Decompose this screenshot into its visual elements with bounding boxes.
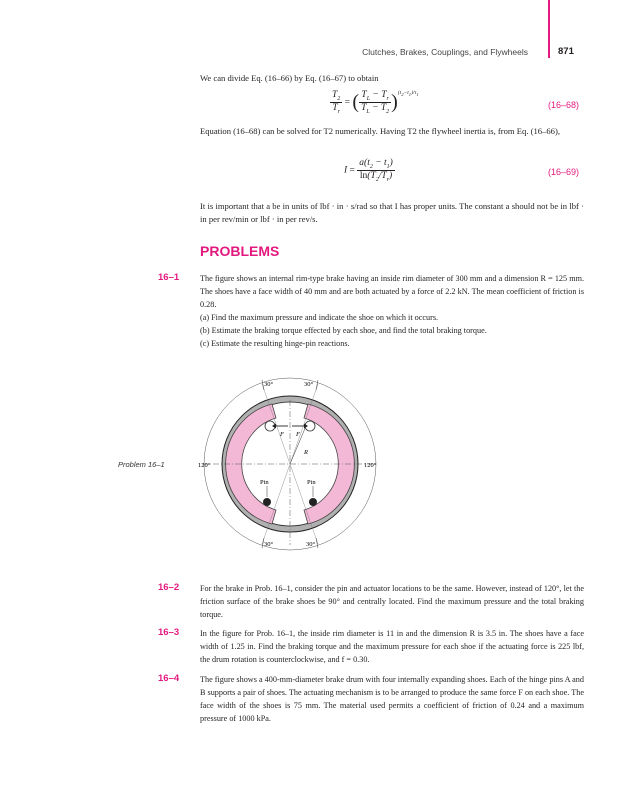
units-text: It is important that a be in units of lbf · in · s/rad so that I has proper units. The constant a should not be in lbf · in per rev/min or lbf · in per rev/s. [200,201,584,224]
problem-text: For the brake in Prob. 16–1, consider the pin and actuator locations to be the same. However, instead of 120°, let the friction surface of the brake shoes be 90° and centrally located. Find the maximum pressure and the total braking torque. [200,584,584,619]
equation-16-68: $\frac{T_2}{T_r}$ = ( $\frac{T_L - T_r}{T_L - T_2}$ )$^{(t_2-t_1)/\tau_1}$ [332,90,419,115]
solve-text: Equation (16–68) can be solved for T2 numerically. Having T2 the flywheel inertia is, from Eq. (16–66), [200,126,560,136]
angle-label-top-left: 30° [264,381,274,388]
angle-label-bottom-right: 30° [306,541,316,548]
angle-label-top-right: 30° [304,381,314,388]
header-accent-bar [548,0,550,58]
angle-label-left: 120° [198,462,211,469]
problem-part-b: (b) Estimate the braking torque effected by each shoe, and find the total braking torque. [200,326,487,335]
force-label-right: F [296,431,300,438]
angle-label-right: 120° [364,462,377,469]
problem-part-a: (a) Find the maximum pressure and indicate the shoe on which it occurs. [200,313,439,322]
right-pin [309,498,317,506]
problems-heading: PROBLEMS [200,243,280,259]
problem-number: 16–3 [158,627,180,638]
angle-label-bottom-left: 30° [264,541,274,548]
page-number: 871 [558,46,574,57]
equation-label-16-68: (16–68) [548,100,580,110]
equation-label-16-69: (16–69) [548,167,580,177]
equation-16-69: I = $\frac{a(t_2 - t_1)}{\ln(T_2/T_r)}$ [344,158,393,183]
figure-caption: Problem 16–1 [118,460,165,469]
pin-label-left: Pin [260,479,269,486]
problem-text: The figure shows a 400-mm-diameter brake drum with four internally expanding shoes. Each of the hinge pins A and B supports a pair of shoes. The actuating mechanism is to be arranged to produce the same force F on each shoe. The face width of the shoes is 75 mm. The material used permits a coefficient of friction of 0.24 and a maximum pressure of 1000 kPa. [200,675,584,723]
brake-figure [190,370,390,560]
running-title: Clutches, Brakes, Couplings, and Flywheels [362,47,528,57]
left-pin [263,498,271,506]
problem-text: In the figure for Prob. 16–1, the inside rim diameter is 11 in and the dimension R is 3.5 in. The shoes have a face width of 1.25 in. Find the braking torque and the maximum pressure for each shoe if the actuating force is 225 lbf, the drum rotation is counterclockwise, and f = 0.30. [200,629,584,664]
problem-number: 16–2 [158,582,180,593]
pin-label-right: Pin [307,479,316,486]
divide-text: We can divide Eq. (16–66) by Eq. (16–67) to obtain [200,73,379,83]
force-label-left: F [280,431,284,438]
problem-text: The figure shows an internal rim-type brake having an inside rim diameter of 300 mm and a dimension R = 125 mm. The shoes have a face width of 40 mm and are both actuated by a force of 2.2 kN. The mean coefficient of friction is 0.28. [200,274,584,309]
problem-number: 16–4 [158,673,180,684]
radius-label: R [304,449,308,456]
problem-number: 16–1 [158,272,180,283]
problem-part-c: (c) Estimate the resulting hinge-pin reactions. [200,339,350,348]
